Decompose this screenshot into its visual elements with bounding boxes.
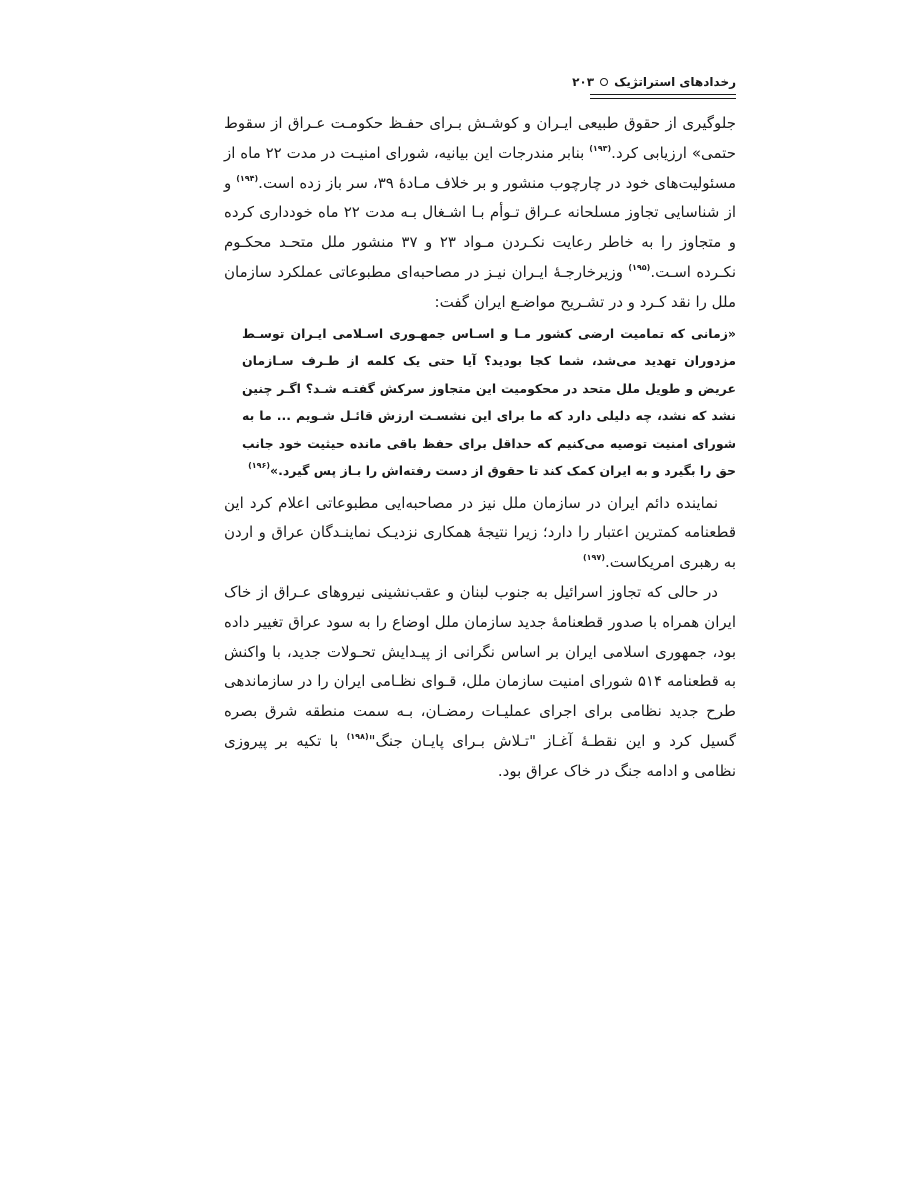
block-quote-text: «زمانی که تمامیت ارضی کشور مـا و اسـاس جمهـوری اسـلامی ایـران توسـط مزدوران تهدید می‌شد، شما کجا بودید؟ آیا حتی یک کلمه از طـرف سـازمان عریض و طویل ملل متحد در محکومیت این متجاوز سرکش گفتـه شـد؟ اگـر چنین نشد که نشد، چه دلیلی دارد که ما برای این نشسـت ارزش قائـل شـویم ... ما به شورای امنیت توصیه می‌کنیم که حداقل برای حفظ باقی مانده حیثیت خود جانب حق را بگیرد و به ایران کمک کند تا حقوق از دست رفته‌اش را بـاز پس گیرد.» [242, 325, 736, 479]
book-page [224, 72, 737, 780]
circle-separator-icon [600, 78, 608, 86]
footnote-ref-195: (۱۹۵) [628, 262, 651, 272]
paragraph-3 [224, 578, 736, 787]
running-head-rule [590, 94, 736, 99]
paragraph-1 [224, 109, 736, 318]
paragraph-1-text-d: وزیرخارجـهٔ ایـران نیـز در مصاحبه‌ای مطبوعاتی عملکرد سازمان ملل را نقد کـرد و در تشـریح مواضـع ایران گفت: [224, 262, 736, 311]
running-head-title: رخدادهای استراتژیک [614, 75, 736, 89]
footnote-ref-197: (۱۹۷) [583, 553, 605, 563]
paragraph-1-text-b: بنابر مندرجات این بیانیه، شورای امنیـت در مدت ۲۲ ماه از مسئولیت‌های خود در چارچوب منشور و بر خلاف مـادهٔ ۳۹، سر باز زده است. [224, 143, 736, 192]
page-number: ۲۰۳ [572, 75, 595, 89]
running-head [224, 72, 736, 92]
footnote-ref-198: (۱۹۸) [346, 731, 369, 741]
footnote-ref-194: (۱۹۴) [236, 173, 259, 183]
paragraph-3-text-a: در حالی که تجاوز اسرائیل به جنوب لبنان و عقب‌نشینی نیروهای عـراق از خاک ایران همراه با صدور قطعنامهٔ جدید سازمان ملل اوضاع را به سود عراق تغییر داده بود، جمهوری اسلامی ایران بر اساس نگرانی از پیـدایش تحـولات جدید، با واکنش به قطعنامه ۵۱۴ شورای امنیت سازمان ملل، قـوای نظـامی ایران را در سازماندهی طرح جدید نظامی برای اجرای عملیـات رمضـان، بـه سمت منطقه شرق بصره گسیل کرد و این نقطـهٔ آغـاز "تـلاش بـرای پایـان جنگ" [224, 582, 736, 750]
footnote-ref-196: (۱۹۶) [248, 461, 271, 471]
paragraph-2-text: نماینده دائم ایران در سازمان ملل نیز در مصاحبه‌ایی مطبوعاتی اعلام کرد این قطعنامه کمترین اعتبار را دارد؛ زیرا نتیجهٔ همکاری نزدیـک نماینـدگان عراق و اردن به رهبری امریکاست. [224, 493, 736, 572]
paragraph-2 [224, 489, 736, 578]
footnote-ref-193: (۱۹۳) [589, 143, 612, 153]
paragraph-3-text-b: با تکیه بر پیروزی نظامی و ادامه جنگ در خاک عراق بود. [224, 731, 736, 780]
paragraph-1-text-c: و از شناسایی تجاوز مسلحانه عـراق تـوأم بـا اشـغال بـه مدت ۲۲ ماه خودداری کرده و متجاوز را به خاطر رعایت نکـردن مـواد ۲۳ و ۳۷ منشور ملل متحـد محکـوم نکـرده اسـت. [224, 173, 737, 281]
block-quote [224, 320, 736, 485]
paragraph-1-text-a: جلوگیری از حقوق طبیعی ایـران و کوشـش بـرای حفـظ حکومـت عـراق از سقوط حتمی» ارزیابی کرد. [224, 114, 736, 162]
